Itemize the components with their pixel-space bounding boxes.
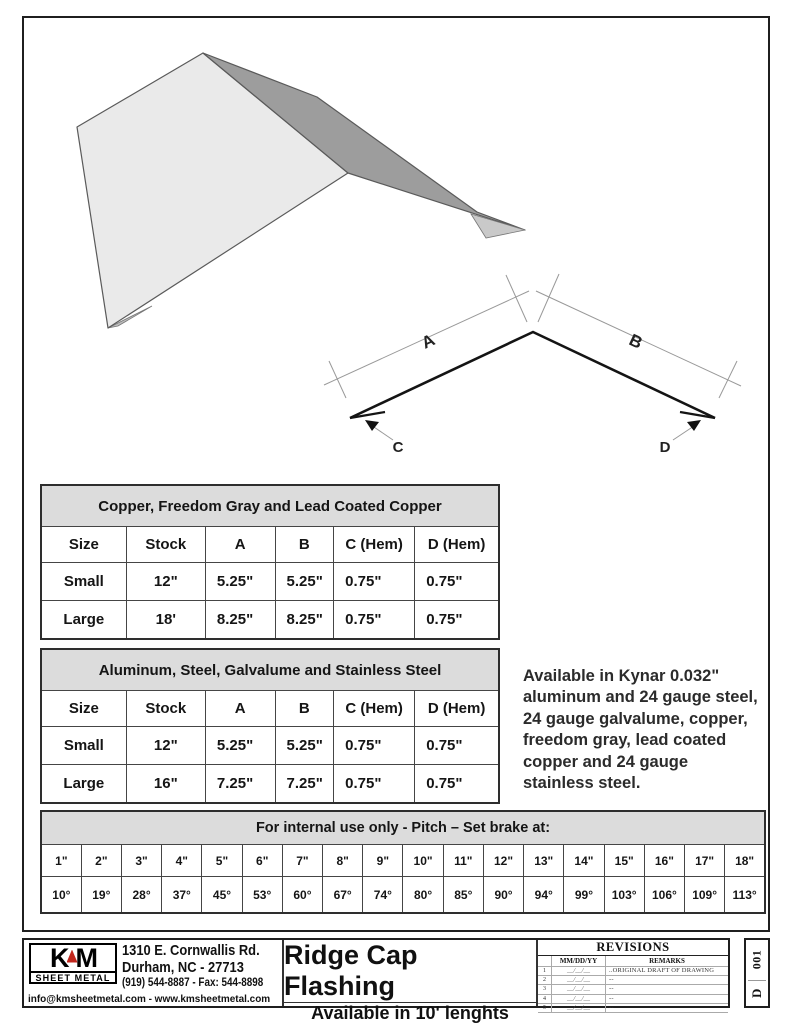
pitch-inch-cell: 17" [685,845,725,877]
pitch-inch-cell: 11" [443,845,483,877]
pitch-degree-cell: 37° [162,877,202,914]
revisions-header-row [538,956,728,967]
table-cell: 0.75" [334,563,415,601]
profile-outline [350,332,715,418]
column-header: Stock [126,527,205,563]
pitch-degree-cell: 94° [524,877,564,914]
column-header: B [275,527,334,563]
revisions-num-header [538,956,552,966]
pitch-inch-cell: 9" [363,845,403,877]
table-cell: 5.25" [275,563,334,601]
pitch-degree-cell: 106° [644,877,684,914]
column-header: D (Hem) [415,527,499,563]
logo-letter-m: M [75,943,96,973]
revision-row [538,985,728,994]
pitch-degree-cell: 60° [282,877,322,914]
revision-date: __/__/__ [552,967,606,975]
column-header: D (Hem) [415,691,499,727]
profile-diagram [324,274,741,456]
pitch-brake-table [40,810,766,914]
revision-row [538,1004,728,1013]
pitch-degree-cell: 19° [81,877,121,914]
table-cell: 5.25" [205,727,275,765]
revision-number: 5 [538,1004,552,1012]
sheet-size-label: D [749,988,764,998]
pitch-inch-cell: 18" [725,845,765,877]
column-header: C (Hem) [334,527,415,563]
pitch-degree-cell: 74° [363,877,403,914]
revision-remark: -- [609,976,614,984]
revision-number: 2 [538,976,552,984]
column-header: C (Hem) [334,691,415,727]
pitch-inch-cell: 1" [41,845,81,877]
table-row [41,765,499,804]
table-cell: 7.25" [205,765,275,804]
pitch-degree-cell: 80° [403,877,443,914]
pitch-inch-cell: 3" [121,845,161,877]
table-title: For internal use only - Pitch – Set brake at: [41,811,765,845]
address-line-1: 1310 E. Cornwallis Rd. [122,942,260,959]
hem-fold-right [471,214,525,238]
revisions-section [538,940,728,1011]
table-cell: 0.75" [415,563,499,601]
table-cell: 0.75" [334,765,415,804]
ridge-cap-3d-view [77,53,525,328]
pitch-degree-cell: 113° [725,877,765,914]
pitch-inches-row [41,845,765,877]
address-line-2: Durham, NC - 27713 [122,959,244,976]
table-cell: 8.25" [205,601,275,640]
table-cell: 16" [126,765,205,804]
pitch-degree-cell: 85° [443,877,483,914]
pitch-degrees-row [41,877,765,914]
revision-date: __/__/__ [552,1004,606,1012]
revision-row [538,967,728,976]
revision-number: 3 [538,985,552,993]
ext-line [506,275,527,322]
revision-date: __/__/__ [552,976,606,984]
revision-number: 4 [538,995,552,1003]
table-cell: 18' [126,601,205,640]
pitch-inch-cell: 8" [323,845,363,877]
table-cell: Large [41,601,126,640]
sheet-number: 001 [749,949,764,970]
revision-date: __/__/__ [552,985,606,993]
ext-line [329,361,346,398]
km-logo [29,943,117,984]
column-header: B [275,691,334,727]
contact-line: info@kmsheetmetal.com - www.kmsheetmetal.com [28,993,271,1005]
pitch-inch-cell: 2" [81,845,121,877]
pitch-inch-cell: 10" [403,845,443,877]
pitch-degree-cell: 90° [483,877,523,914]
availability-note: Available in Kynar 0.032" aluminum and 24 gauge steel, 24 gauge galvalume, copper, freedom gray, lead coated copper and 24 gauge stainless steel. [523,667,758,793]
pitch-degree-cell: 28° [121,877,161,914]
pitch-inch-cell: 7" [282,845,322,877]
pitch-inch-cell: 13" [524,845,564,877]
ext-line [538,274,559,322]
table-cell: 5.25" [275,727,334,765]
pitch-inch-cell: 4" [162,845,202,877]
company-address [122,942,286,990]
km-logo-letters [31,945,115,971]
pitch-inch-cell: 12" [483,845,523,877]
sheet-number-box [744,938,770,1008]
table-title: Aluminum, Steel, Galvalume and Stainless Steel [41,649,499,691]
revision-remark: -- [609,1003,614,1011]
column-header: A [205,691,275,727]
dim-label-b: B [626,330,646,353]
table-cell: 0.75" [415,727,499,765]
pitch-inch-cell: 5" [202,845,242,877]
drawing-subtitle: Available in 10' lenghts [311,1003,509,1023]
pitch-inch-cell: 14" [564,845,604,877]
revision-remark: ..ORIGINAL DRAFT OF DRAWING [609,967,715,974]
title-block [22,938,730,1023]
table-cell: 0.75" [334,727,415,765]
revisions-remarks-header: REMARKS [649,957,685,965]
address-line-3: (919) 544-8887 - Fax: 544-8898 [122,977,264,989]
sheet-number-divider [748,980,766,981]
table-title: Copper, Freedom Gray and Lead Coated Copper [41,485,499,527]
pitch-inch-cell: 6" [242,845,282,877]
table-cell: 7.25" [275,765,334,804]
drawing-area [0,0,792,470]
company-section [24,940,284,1006]
table-cell: 8.25" [275,601,334,640]
table-cell: 5.25" [205,563,275,601]
table-cell: 12" [126,563,205,601]
pitch-degree-cell: 99° [564,877,604,914]
table-row [41,601,499,640]
revision-remark: -- [609,985,614,993]
hem-label-c: C [392,439,404,456]
dim-label-a: A [418,330,438,353]
table-cell: 0.75" [415,765,499,804]
table-cell: 12" [126,727,205,765]
metal-spec-table [40,648,500,804]
table-cell: 0.75" [334,601,415,640]
copper-spec-table [40,484,500,640]
revision-number: 1 [538,967,552,975]
table-row [41,563,499,601]
table-row [41,727,499,765]
pitch-degree-cell: 53° [242,877,282,914]
table-cell: Large [41,765,126,804]
revision-remark: -- [609,994,614,1002]
pitch-inch-cell: 16" [644,845,684,877]
pitch-degree-cell: 45° [202,877,242,914]
table-cell: 0.75" [415,601,499,640]
pitch-degree-cell: 10° [41,877,81,914]
pitch-inch-cell: 15" [604,845,644,877]
revision-row [538,995,728,1004]
column-header: Size [41,527,126,563]
revision-row [538,976,728,985]
table-cell: Small [41,563,126,601]
table-cell: Small [41,727,126,765]
drawing-title: Ridge Cap Flashing [284,940,536,1003]
hem-label-d: D [659,439,671,456]
logo-subtitle: SHEET METAL [31,971,115,984]
column-header: A [205,527,275,563]
drawing-title-section [284,940,538,1023]
pitch-degree-cell: 103° [604,877,644,914]
pitch-degree-cell: 109° [685,877,725,914]
pitch-degree-cell: 67° [323,877,363,914]
leader-line-d [673,426,694,440]
revisions-date-header: MM/DD/YY [552,956,606,966]
revisions-rows [538,967,728,1013]
revision-date: __/__/__ [552,995,606,1003]
column-header: Size [41,691,126,727]
logo-letter-k: K [50,943,68,973]
revisions-title: REVISIONS [538,940,728,956]
column-header: Stock [126,691,205,727]
